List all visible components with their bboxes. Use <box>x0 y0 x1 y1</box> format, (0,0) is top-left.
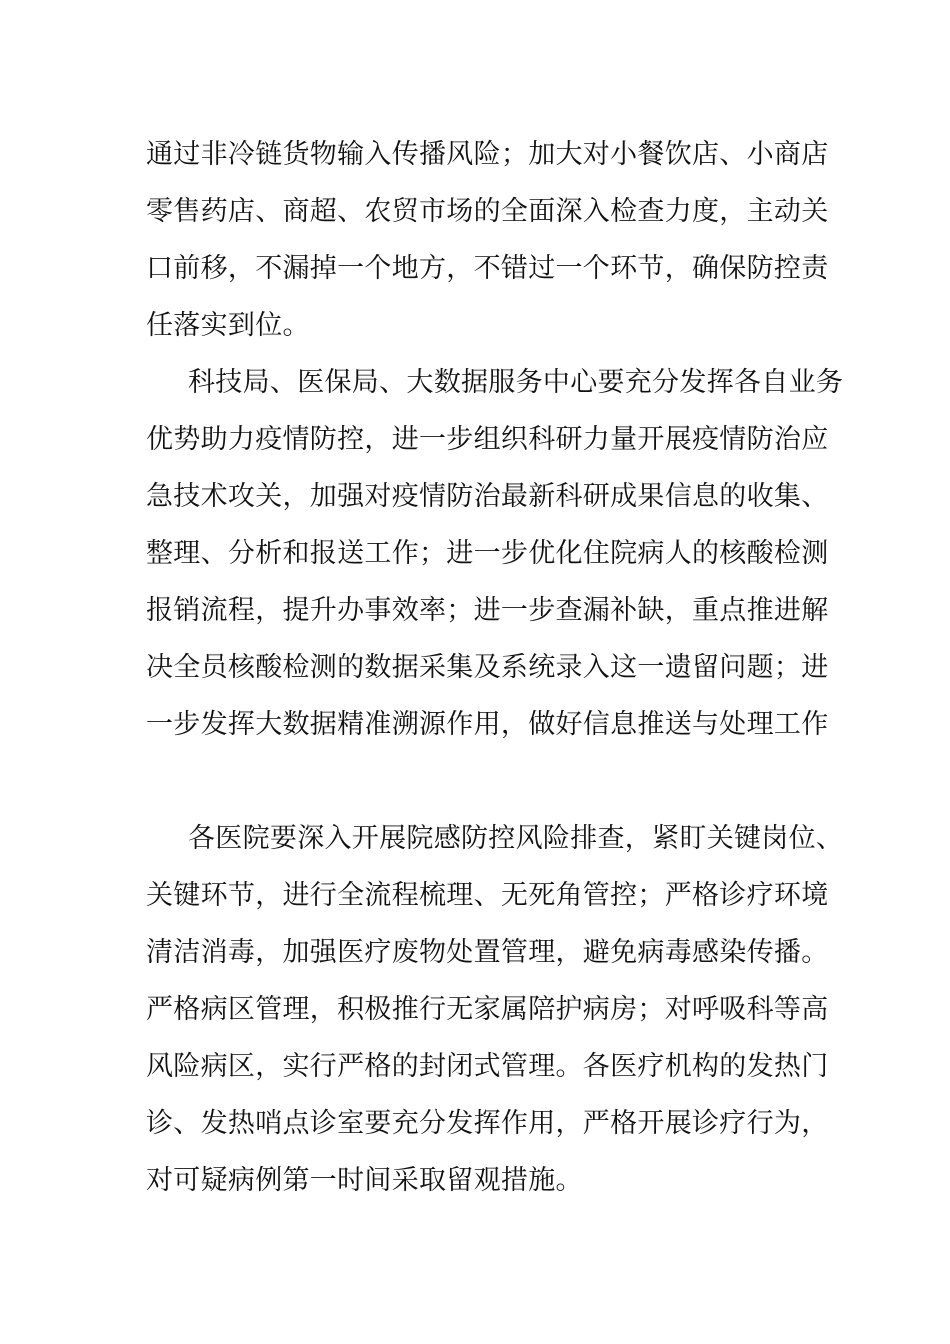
paragraph-line: 口前移，不漏掉一个地方，不错过一个环节，确保防控责 <box>146 253 829 284</box>
paragraph-spacer <box>146 753 812 810</box>
paragraph-line: 诊、发热哨点诊室要充分发挥作用，严格开展诊疗行为， <box>146 1108 829 1139</box>
paragraph-line: 优势助力疫情防控，进一步组织科研力量开展疫情防治应 <box>146 424 829 455</box>
paragraph-line: 一步发挥大数据精准溯源作用，做好信息推送与处理工作 <box>146 709 829 740</box>
document-body <box>146 126 844 1209</box>
paragraph-line: 各医院要深入开展院感防控风险排查，紧盯关键岗位、 <box>188 823 844 854</box>
paragraph-line: 决全员核酸检测的数据采集及系统录入这一遗留问题；进 <box>146 652 829 683</box>
paragraph-line: 关键环节，进行全流程梳理、无死角管控；严格诊疗环境 <box>146 880 829 911</box>
paragraph-line: 对可疑病例第一时间采取留观措施。 <box>146 1165 583 1196</box>
paragraph-line: 报销流程，提升办事效率；进一步查漏补缺，重点推进解 <box>146 595 829 626</box>
paragraph-line: 整理、分析和报送工作；进一步优化住院病人的核酸检测 <box>146 538 829 569</box>
paragraph-line: 清洁消毒，加强医疗废物处置管理，避免病毒感染传播。 <box>146 937 829 968</box>
paragraph-line: 任落实到位。 <box>146 310 310 341</box>
paragraph-2 <box>146 354 844 753</box>
paragraph-line: 急技术攻关，加强对疫情防治最新科研成果信息的收集、 <box>146 481 829 512</box>
paragraph-line: 零售药店、商超、农贸市场的全面深入检查力度，主动关 <box>146 196 829 227</box>
paragraph-3 <box>146 810 844 1209</box>
paragraph-line: 科技局、医保局、大数据服务中心要充分发挥各自业务 <box>188 367 844 398</box>
paragraph-line: 通过非冷链货物输入传播风险；加大对小餐饮店、小商店 <box>146 139 829 170</box>
paragraph-1 <box>146 126 829 354</box>
paragraph-line: 严格病区管理，积极推行无家属陪护病房；对呼吸科等高 <box>146 994 829 1025</box>
paragraph-line: 风险病区，实行严格的封闭式管理。各医疗机构的发热门 <box>146 1051 829 1082</box>
